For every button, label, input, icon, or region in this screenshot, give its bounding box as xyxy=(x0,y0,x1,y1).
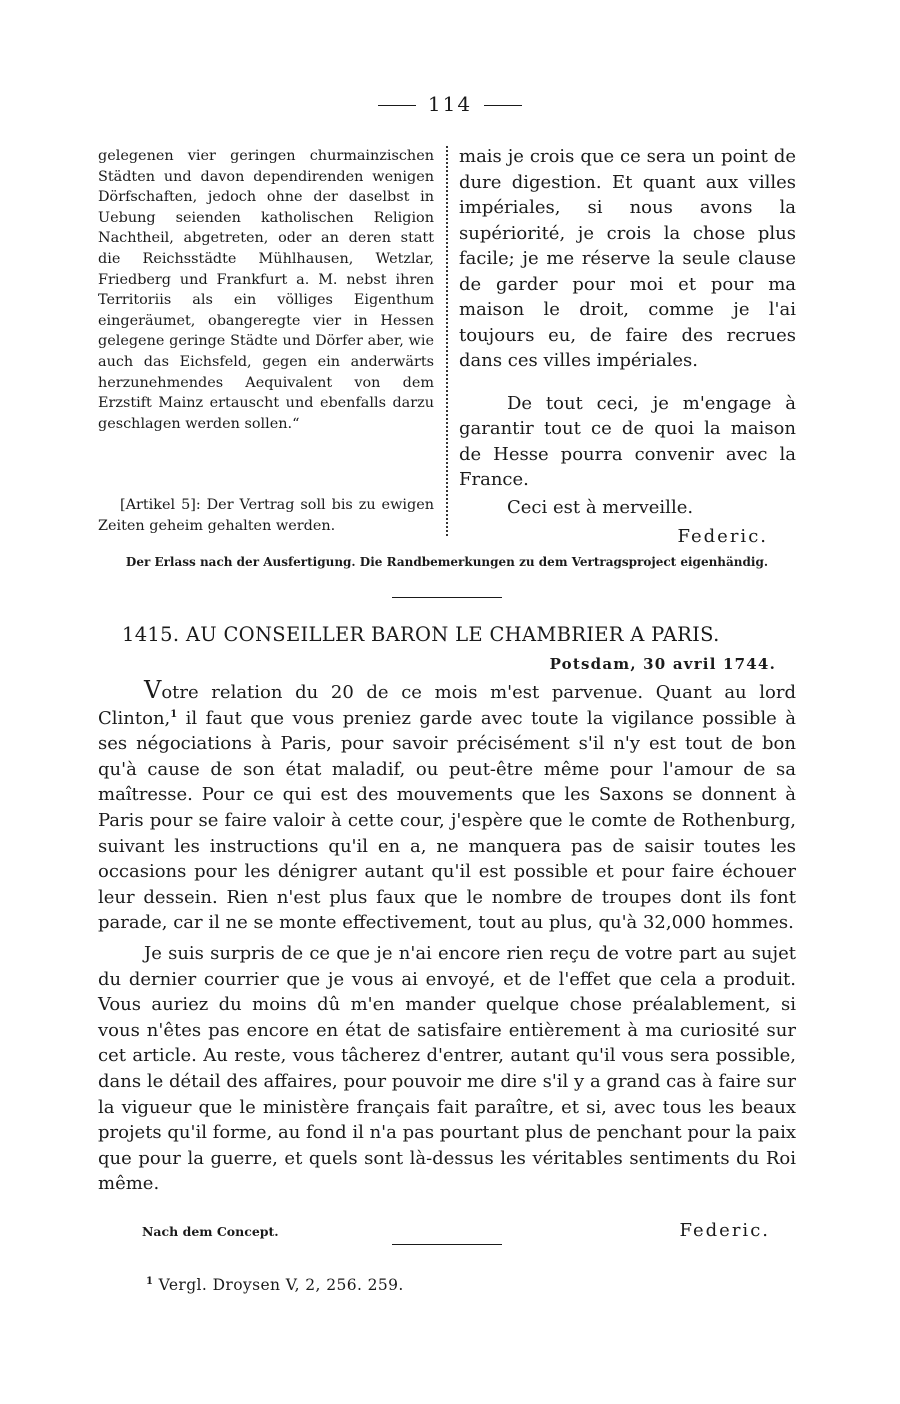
page-number-dash-left xyxy=(378,105,416,106)
right-column xyxy=(459,144,796,550)
letter-paragraph-1-b: il faut que vous preniez garde avec toute la vigilance possible à ses négociations à Paris, pour savoir précisément s'il n'y est tout de bon qu'à cause de son état maladif, ou peut-être même pour l'amour de sa maîtresse. Pour ce qui est des mouvements que les Saxons se donnent à Paris pour se faire valoir à cette cour, j'espère que le comte de Rothenburg, suivant les instructions qu'il en a, ne manquera pas de saisir toutes les occasions pour les dénigrer autant qu'il est possible et pour faire échouer leur dessein. Rien n'est plus faux que le nombre de troupes dont ils font parade, car il ne se monte effectivement, tout au plus, qu'à 32,000 hommes. xyxy=(98,707,796,934)
letter-paragraph-1-a: otre relation du 20 de ce mois m'est parvenue. Quant au lord Clinton, xyxy=(98,682,796,729)
footnote-mark: 1 xyxy=(146,1275,154,1287)
source-note: Der Erlass nach der Ausfertigung. Die Randbemerkungen zu dem Vertragsproject eigenhändig. xyxy=(125,555,769,569)
letter-initial: V xyxy=(144,676,162,704)
page-number-dash-right xyxy=(484,105,522,106)
footnote-text: Vergl. Droysen V, 2, 256. 259. xyxy=(153,1276,404,1294)
right-column-paragraph-3: Ceci est à merveille. xyxy=(507,496,694,518)
letter-heading: 1415. AU CONSEILLER BARON LE CHAMBRIER A PARIS. xyxy=(122,623,720,646)
closing-source-note: Nach dem Concept. xyxy=(142,1224,279,1239)
letter-signature: Federic. xyxy=(679,1220,770,1241)
footnote-reference-mark: 1 xyxy=(170,708,178,720)
column-divider xyxy=(446,146,448,536)
footnote xyxy=(146,1276,404,1294)
right-column-signature: Federic. xyxy=(677,526,768,547)
right-column-paragraph-2: De tout ceci, je m'engage à garantir tout ce de quoi la maison de Hesse pourra convenir avec la France. xyxy=(459,392,796,490)
letter-paragraph-1 xyxy=(98,678,796,936)
section-divider-rule xyxy=(392,597,502,598)
footnote-divider-rule xyxy=(392,1244,502,1245)
article-5-text: [Artikel 5]: Der Vertrag soll bis zu ewigen Zeiten geheim gehalten werden. xyxy=(98,497,434,534)
left-column-continuation: gelegenen vier geringen churmainzischen Städten und davon dependirenden wenigen Dörfschaften, jedoch ohne der daselbst in Uebung seienden katholischen Religion Nachtheil, abgetreten, oder an deren statt die Reichsstädte Mühlhausen, Wetzlar, Friedberg und Frankfurt a. M. nebst ihren Territoriis als ein völliges Eigenthum eingeräumet, obangeregte vier in Hessen gelegene geringe Städte und Dörfer aber, wie auch das Eichsfeld, gegen ein anderwärts herzunehmendes Aequivalent von dem Erzstift Mainz ertauscht und ebenfalls darzu geschlagen werden sollen.“ xyxy=(98,148,434,432)
page-number xyxy=(0,92,900,116)
left-column xyxy=(98,146,434,534)
letter-body xyxy=(98,678,796,1197)
page-number-text: 114 xyxy=(427,92,473,116)
right-column-paragraph-1: mais je crois que ce sera un point de dure digestion. Et quant aux villes impériales, si nous avons la supériorité, je crois la chose plus facile; je me réserve la seule clause de garder pour moi et pour ma maison le droit, comme je l'ai toujours eu, de faire des recrues dans ces villes impériales. xyxy=(459,146,796,371)
letter-paragraph-2: Je suis surpris de ce que je n'ai encore rien reçu de votre part au sujet du dernier courrier que je vous ai envoyé, et de l'effet que cela a produit. Vous auriez du moins dû m'en mander quelque chose préalablement, si vous n'êtes pas encore en état de satisfaire entièrement à ma curiosité sur cet article. Au reste, vous tâcherez d'entrer, autant qu'il vous sera possible, dans le détail des affaires, pour pouvoir me dire s'il y a grand cas à faire sur la vigueur que le ministère français fait paraître, et si, avec tous les beaux projets qu'il forme, au fond il n'a pas pourtant plus de penchant pour la paix que pour la guerre, et quels sont là-dessus les véritables sentiments du Roi même. xyxy=(98,942,796,1195)
letter-dateline: Potsdam, 30 avril 1744. xyxy=(549,655,776,673)
